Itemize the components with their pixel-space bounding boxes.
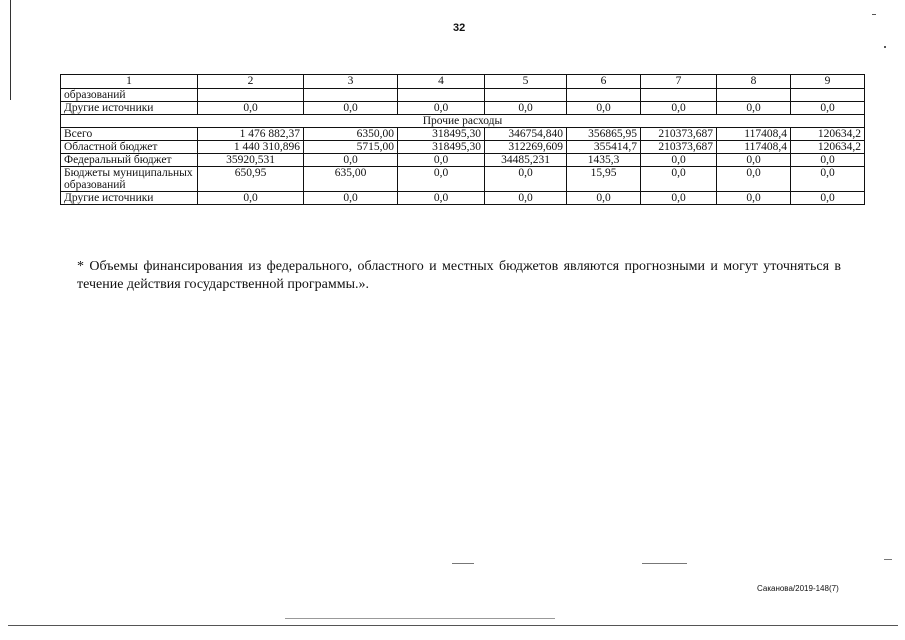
table-cell [641, 89, 717, 102]
table-cell: 0,0 [791, 192, 865, 205]
table-cell: 0,0 [398, 167, 485, 192]
scan-speck [884, 46, 886, 48]
table-cell: 0,0 [641, 192, 717, 205]
table-cell: 0,0 [485, 102, 567, 115]
column-header: 1 [61, 75, 198, 89]
table-cell: 0,0 [641, 154, 717, 167]
table-header-row [61, 75, 865, 89]
table-cell: 1 440 310,896 [198, 141, 304, 154]
column-header: 9 [791, 75, 865, 89]
row-label: Всего [61, 128, 198, 141]
table-cell: 5715,00 [304, 141, 398, 154]
table-cell [304, 89, 398, 102]
table-cell: 1 476 882,37 [198, 128, 304, 141]
scan-rule [884, 559, 892, 560]
scan-speck [872, 14, 876, 15]
table-cell: 120634,2 [791, 141, 865, 154]
table-cell: 0,0 [641, 102, 717, 115]
table-cell [198, 89, 304, 102]
column-header: 4 [398, 75, 485, 89]
table-cell: 0,0 [717, 167, 791, 192]
table-cell: 0,0 [791, 154, 865, 167]
table-cell: 0,0 [791, 102, 865, 115]
table-cell: 0,0 [485, 192, 567, 205]
table-cell: 0,0 [717, 192, 791, 205]
table-cell: 117408,4 [717, 128, 791, 141]
table-cell: 0,0 [567, 102, 641, 115]
table-cell: 346754,840 [485, 128, 567, 141]
table-cell: 0,0 [567, 192, 641, 205]
table-cell [791, 89, 865, 102]
table-cell: 318495,30 [398, 141, 485, 154]
document-signature: Саканова/2019-148(7) [757, 584, 839, 593]
table-cell [485, 89, 567, 102]
row-label: Другие источники [61, 192, 198, 205]
scan-margin-line [10, 0, 11, 100]
table-row [61, 89, 865, 102]
table-cell: 0,0 [485, 167, 567, 192]
table-cell [398, 89, 485, 102]
table-cell: 35920,531 [198, 154, 304, 167]
table-cell: 0,0 [398, 154, 485, 167]
table-cell: 0,0 [198, 192, 304, 205]
table-cell: 0,0 [717, 154, 791, 167]
column-header: 6 [567, 75, 641, 89]
table-cell: 6350,00 [304, 128, 398, 141]
table-cell: 210373,687 [641, 141, 717, 154]
table-cell: 120634,2 [791, 128, 865, 141]
table-cell: 0,0 [304, 192, 398, 205]
row-label: Другие источники [61, 102, 198, 115]
table-row [61, 167, 865, 192]
table-cell: 15,95 [567, 167, 641, 192]
table-cell: 117408,4 [717, 141, 791, 154]
table-cell [567, 89, 641, 102]
row-label: образований [61, 89, 198, 102]
table-cell: 0,0 [198, 102, 304, 115]
table-cell: 0,0 [304, 154, 398, 167]
table-row [61, 192, 865, 205]
table-row [61, 154, 865, 167]
column-header: 7 [641, 75, 717, 89]
page-number: 32 [453, 22, 466, 34]
table-cell: 312269,609 [485, 141, 567, 154]
table-cell: 318495,30 [398, 128, 485, 141]
column-header: 3 [304, 75, 398, 89]
scan-rule [452, 563, 474, 564]
column-header: 8 [717, 75, 791, 89]
scan-rule [285, 618, 555, 619]
table-cell: 0,0 [398, 102, 485, 115]
table-cell: 0,0 [791, 167, 865, 192]
table-cell: 210373,687 [641, 128, 717, 141]
scan-rule [642, 563, 687, 564]
table-cell: 650,95 [198, 167, 304, 192]
table-cell: 356865,95 [567, 128, 641, 141]
footnote: * Объемы финансирования из федерального, областного и местных бюджетов являются прогнозными и могут уточняться в течение действия государственной программы.». [77, 259, 841, 292]
table-cell: 0,0 [641, 167, 717, 192]
row-label: Федеральный бюджет [61, 154, 198, 167]
financing-table [60, 74, 865, 205]
table-row [61, 141, 865, 154]
table-cell [717, 89, 791, 102]
bottom-rule [8, 625, 898, 626]
column-header: 5 [485, 75, 567, 89]
table-cell: 635,00 [304, 167, 398, 192]
table-row [61, 128, 865, 141]
table-cell: 34485,231 [485, 154, 567, 167]
row-label: Бюджеты муниципальных образований [61, 167, 198, 192]
table-cell: 0,0 [304, 102, 398, 115]
table-row [61, 102, 865, 115]
section-title: Прочие расходы [61, 115, 865, 128]
column-header: 2 [198, 75, 304, 89]
table-cell: 355414,7 [567, 141, 641, 154]
table-cell: 1435,3 [567, 154, 641, 167]
table-cell: 0,0 [398, 192, 485, 205]
section-header-row [61, 115, 865, 128]
table-cell: 0,0 [717, 102, 791, 115]
row-label: Областной бюджет [61, 141, 198, 154]
